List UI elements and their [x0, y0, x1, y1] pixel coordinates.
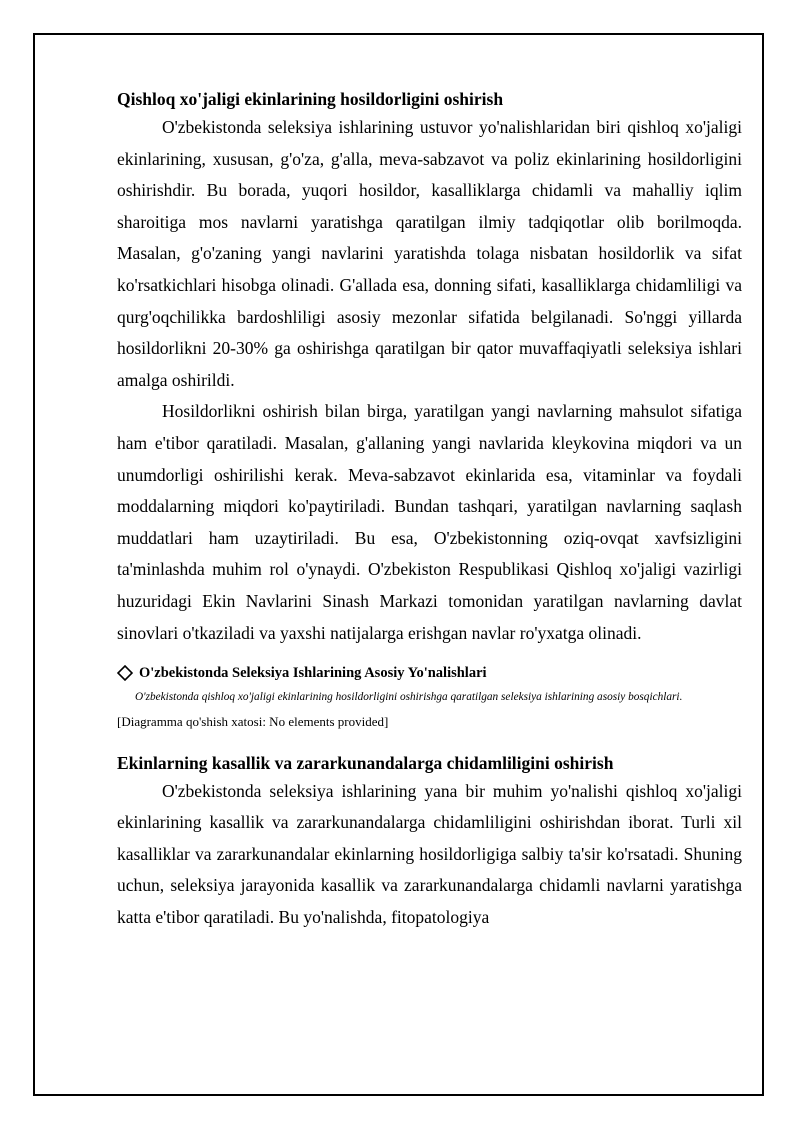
- diagram-caption: O'zbekistonda qishloq xo'jaligi ekinlarining hosildorligini oshirishga qaratilgan seleksiya ishlarining asosiy bosqichlari.: [135, 691, 683, 704]
- section-heading: Ekinlarning kasallik va zararkunandalarga chidamliligini oshirish: [117, 752, 614, 773]
- document-body: [117, 84, 742, 934]
- paragraph: O'zbekistonda seleksiya ishlarining ustuvor yo'nalishlaridan biri qishloq xo'jaligi ekinlarining, xususan, g'o'za, g'alla, meva-sabzavot va poliz ekinlarining hosildorligini oshirishdir. Bu borada, yuqori hosildor, kasalliklarga chidamli va mahalliy iqlim sharoitiga mos navlarni yaratishga qaratilgan ilmiy tadqiqotlar olib borilmoqda. Masalan, g'o'zaning yangi navlarini yaratishda tolaga nisbatan hosildorlik va sifat ko'rsatkichlari hisobga olinadi. G'allada esa, donning sifati, kasalliklarga chidamliligi va qurg'oqchilikka bardoshliligi asosiy mezonlar sifatida belgilanadi. So'nggi yillarda hosildorlikni 20-30% ga oshirishga qaratilgan bir qator muvaffaqiyatli seleksiya ishlari amalga oshirildi.: [117, 117, 742, 390]
- diagram-header: [117, 663, 742, 683]
- diagram-error-message: [Diagramma qo'shish xatosi: No elements provided]: [117, 713, 389, 729]
- diamond-icon: [117, 665, 133, 681]
- paragraph: Hosildorlikni oshirish bilan birga, yaratilgan yangi navlarning mahsulot sifatiga ham e'tibor qaratiladi. Masalan, g'allaning yangi navlarida kleykovina miqdori va un unumdorligi oshirilishi kerak. Meva-sabzavot ekinlarida esa, vitaminlar va foydali moddalarning miqdori ko'paytiriladi. Bundan tashqari, yaratilgan navlarning saqlash muddatlari ham uzaytiriladi. Bu esa, O'zbekistonning oziq-ovqat xavfsizligini ta'minlashda muhim rol o'ynaydi. O'zbekiston Respublikasi Qishloq xo'jaligi vazirligi huzuridagi Ekin Navlarini Sinash Markazi tomonidan yaratilgan navlarning davlat sinovlari o'tkaziladi va yaxshi natijalarga erishgan navlar ro'yxatga olinadi.: [117, 401, 742, 643]
- paragraph: O'zbekistonda seleksiya ishlarining yana bir muhim yo'nalishi qishloq xo'jaligi ekinlarining kasallik va zararkunandalarga chidamliligini oshirishdan iborat. Turli xil kasalliklar va zararkunandalar ekinlarning hosildorligiga salbiy ta'sir ko'rsatadi. Shuning uchun, seleksiya jarayonida kasallik va zararkunandalarga chidamli navlarni yaratishga katta e'tibor qaratiladi. Bu yo'nalishda, fitopatologiya: [117, 780, 742, 927]
- section-heading: Qishloq xo'jaligi ekinlarining hosildorligini oshirish: [117, 89, 504, 109]
- diagram-title: O'zbekistonda Seleksiya Ishlarining Asosiy Yo'nalishlari: [139, 665, 487, 682]
